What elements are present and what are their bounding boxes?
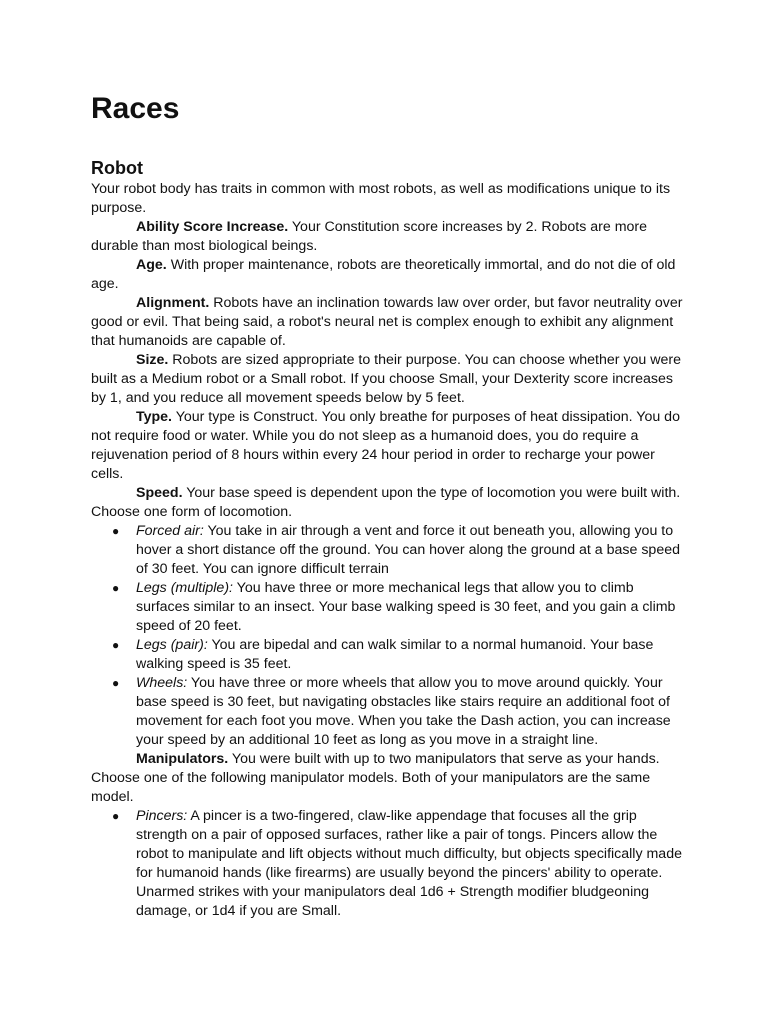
trait-text: Robots are sized appropriate to their purpose. You can choose whether you were built as a Medium robot or a Small robot. If you choose Small, your Dexterity score increases by 1, and you reduce all movement speeds below by 5 feet. bbox=[91, 352, 681, 406]
trait-size bbox=[91, 351, 691, 408]
item-text: You take in air through a vent and force it out beneath you, allowing you to hover a short distance off the ground. You can hover along the ground at a base speed of 30 feet. You can ignore difficult terrain bbox=[136, 523, 680, 577]
item-name: Legs (pair): bbox=[136, 637, 208, 653]
trait-text: Your type is Construct. You only breathe for purposes of heat dissipation. You do not require food or water. While you do not sleep as a humanoid does, you do require a rejuvenation period of 8 hours within every 24 hour period in order to recharge your power cells. bbox=[91, 409, 680, 482]
item-text: You have three or more wheels that allow you to move around quickly. Your base speed is 30 feet, but navigating obstacles like stairs require an additional foot of movement for each foot you move. When you take the Dash action, you can increase your speed by an additional 10 feet as long as you move in a straight line. bbox=[136, 675, 671, 748]
bullet-icon: ● bbox=[112, 809, 120, 823]
trait-text: Your Constitution score increases by 2. Robots are more durable than most biological beings. bbox=[91, 219, 648, 254]
manipulator-list bbox=[91, 807, 691, 921]
item-name: Wheels: bbox=[136, 675, 188, 691]
bullet-icon: ● bbox=[112, 581, 120, 595]
trait-type bbox=[91, 408, 691, 484]
trait-name: Speed. bbox=[136, 485, 183, 501]
section-body bbox=[91, 180, 691, 921]
trait-manipulators bbox=[91, 750, 691, 807]
trait-name: Manipulators. bbox=[136, 751, 229, 767]
list-item bbox=[112, 579, 691, 636]
item-name: Forced air: bbox=[136, 523, 204, 539]
item-text: You are bipedal and can walk similar to a normal humanoid. Your base walking speed is 35 feet. bbox=[136, 637, 654, 672]
item-name: Pincers: bbox=[136, 808, 188, 824]
item-name: Legs (multiple): bbox=[136, 580, 233, 596]
trait-ability-score bbox=[91, 218, 691, 256]
locomotion-list bbox=[91, 522, 691, 750]
list-item bbox=[112, 807, 691, 921]
trait-alignment bbox=[91, 294, 691, 351]
list-item bbox=[112, 522, 691, 579]
item-text: You have three or more mechanical legs that allow you to climb surfaces similar to an insect. Your base walking speed is 30 feet, and you gain a climb speed of 20 feet. bbox=[136, 580, 676, 634]
page-title: Races bbox=[91, 92, 180, 125]
bullet-icon: ● bbox=[112, 676, 120, 690]
trait-name: Alignment. bbox=[136, 295, 210, 311]
trait-name: Age. bbox=[136, 257, 167, 273]
trait-age bbox=[91, 256, 691, 294]
section-heading: Robot bbox=[91, 158, 143, 178]
trait-name: Size. bbox=[136, 352, 169, 368]
trait-text: Your base speed is dependent upon the type of locomotion you were built with. Choose one form of locomotion. bbox=[91, 485, 681, 520]
trait-name: Ability Score Increase. bbox=[136, 219, 289, 235]
trait-text: With proper maintenance, robots are theoretically immortal, and do not die of old age. bbox=[91, 257, 676, 292]
trait-text: You were built with up to two manipulators that serve as your hands. Choose one of the following manipulator models. Both of your manipulators are the same model. bbox=[91, 751, 660, 805]
trait-name: Type. bbox=[136, 409, 173, 425]
trait-speed bbox=[91, 484, 691, 522]
list-item bbox=[112, 636, 691, 674]
bullet-icon: ● bbox=[112, 524, 120, 538]
list-item bbox=[112, 674, 691, 750]
item-text: A pincer is a two-fingered, claw-like appendage that focuses all the grip strength on a pair of opposed surfaces, rather like a pair of tongs. Pincers allow the robot to manipulate and lift objects without much difficulty, but objects specifically made for humanoid hands (like firearms) are usually beyond the pincers' ability to operate. Unarmed strikes with your manipulators deal 1d6 + Strength modifier bludgeoning damage, or 1d4 if you are Small. bbox=[136, 808, 682, 919]
intro-paragraph: Your robot body has traits in common with most robots, as well as modifications unique to its purpose. bbox=[91, 181, 671, 216]
trait-text: Robots have an inclination towards law over order, but favor neutrality over good or evil. That being said, a robot's neural net is complex enough to exhibit any alignment that humanoids are capable of. bbox=[91, 295, 683, 349]
bullet-icon: ● bbox=[112, 638, 120, 652]
